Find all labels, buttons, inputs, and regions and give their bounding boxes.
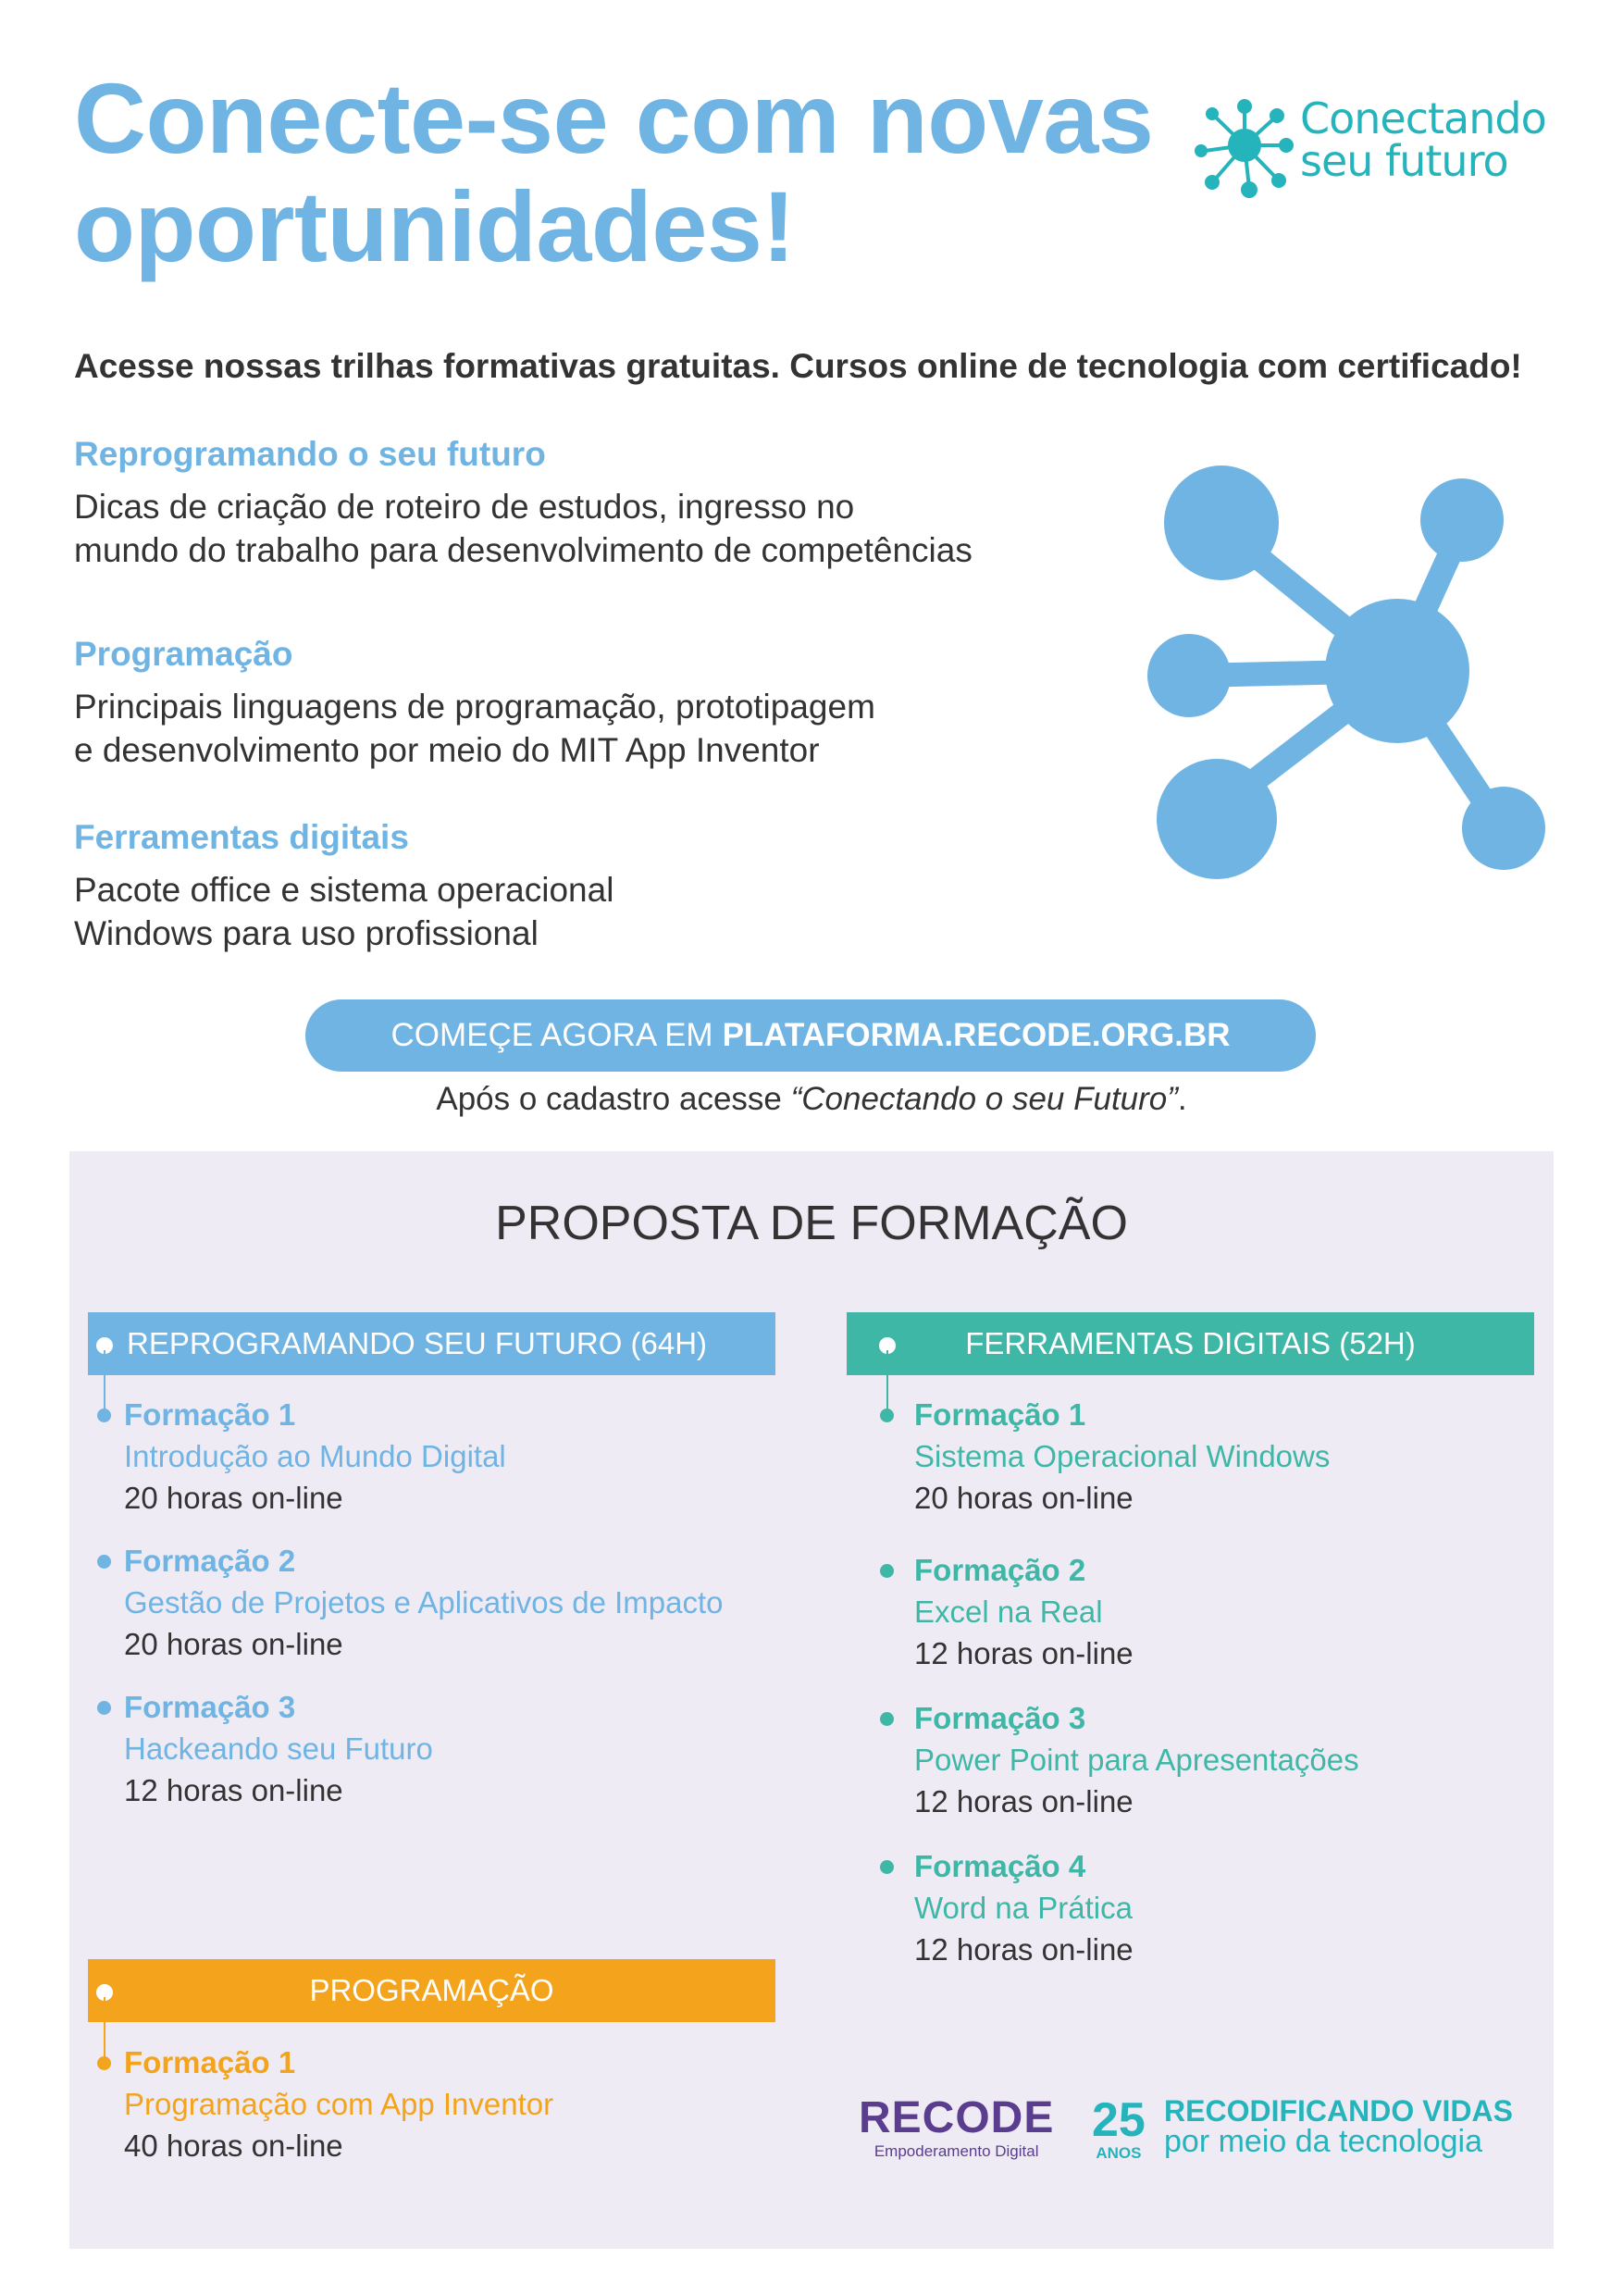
tagline-line1: RECODIFICANDO VIDAS xyxy=(1164,2094,1513,2128)
formation-title: Formação 1 xyxy=(124,1397,296,1432)
formation-name: Sistema Operacional Windows xyxy=(914,1439,1331,1473)
item-dot xyxy=(880,1409,894,1422)
item-dot xyxy=(97,1701,111,1715)
track-label: FERRAMENTAS DIGITAIS (52H) xyxy=(965,1326,1416,1360)
formation-item xyxy=(124,1540,724,1665)
after-prefix: Após o cadastro acesse xyxy=(436,1081,791,1117)
subtitle: Acesse nossas trilhas formativas gratuitas. Cursos online de tecnologia com certificado! xyxy=(74,347,1522,385)
item-dot xyxy=(880,1860,894,1874)
formation-name: Excel na Real xyxy=(914,1595,1103,1629)
formation-name: Programação com App Inventor xyxy=(124,2087,554,2121)
formation-hours: 40 horas on-line xyxy=(124,2128,343,2163)
topic-desc-line: mundo do trabalho para desenvolvimento de competências xyxy=(74,531,973,569)
headline-line1: Conecte-se com novas xyxy=(74,62,1154,174)
headline-line2: oportunidades! xyxy=(74,169,795,282)
topic-title-reprogramando: Reprogramando o seu futuro xyxy=(74,435,546,473)
track-label: PROGRAMAÇÃO xyxy=(309,1973,554,2007)
after-signup-text xyxy=(0,1081,1623,1118)
item-dot xyxy=(97,1555,111,1569)
formation-title: Formação 1 xyxy=(914,1397,1086,1432)
topic-desc-line: Pacote office e sistema operacional xyxy=(74,871,614,909)
track-bar-ferramentas xyxy=(847,1312,1534,1375)
track-connector xyxy=(104,1997,105,2060)
formation-name: Power Point para Apresentações xyxy=(914,1743,1359,1777)
formation-title: Formação 4 xyxy=(914,1849,1086,1883)
formation-name: Introdução ao Mundo Digital xyxy=(124,1439,506,1473)
conectando-logo-icon xyxy=(1194,97,1300,204)
recode-logo xyxy=(859,2093,1055,2161)
formation-name: Word na Prática xyxy=(914,1891,1133,1925)
formation-title: Formação 1 xyxy=(124,2045,296,2079)
item-dot xyxy=(880,1712,894,1726)
formation-hours: 20 horas on-line xyxy=(124,1481,343,1515)
topic-desc-reprogramando xyxy=(74,485,973,572)
formation-item xyxy=(914,1549,1134,1674)
formation-name: Hackeando seu Futuro xyxy=(124,1731,433,1766)
track-connector xyxy=(886,1350,888,1413)
formation-item xyxy=(914,1845,1134,1970)
conectando-logo-text xyxy=(1300,93,1546,186)
track-bar-programacao xyxy=(88,1959,775,2022)
formation-title: Formação 3 xyxy=(914,1701,1086,1735)
topic-title-programacao: Programação xyxy=(74,635,293,673)
footer-tagline xyxy=(1164,2096,1513,2157)
logo-line1: Conectando xyxy=(1300,93,1546,143)
track-connector xyxy=(104,1350,105,1413)
recode-tagline: Empoderamento Digital xyxy=(873,2142,1039,2160)
formation-hours: 12 horas on-line xyxy=(914,1932,1134,1967)
tagline-line2: por meio da tecnologia xyxy=(1164,2124,1483,2159)
formation-item xyxy=(124,1686,433,1811)
formation-hours: 20 horas on-line xyxy=(124,1627,343,1661)
formation-hours: 12 horas on-line xyxy=(914,1784,1134,1818)
item-dot xyxy=(880,1564,894,1578)
anniversary-number: 25 xyxy=(1092,2093,1146,2147)
topic-desc-ferramentas xyxy=(74,868,613,955)
recode-wordmark: RECODE xyxy=(859,2093,1055,2142)
formation-hours: 12 horas on-line xyxy=(914,1636,1134,1670)
formation-item xyxy=(124,2042,553,2166)
formation-item xyxy=(914,1394,1330,1519)
formation-item xyxy=(124,1394,506,1519)
item-dot xyxy=(97,2056,111,2070)
formation-hours: 12 horas on-line xyxy=(124,1773,343,1807)
topic-desc-programacao xyxy=(74,685,875,772)
formation-name: Gestão de Projetos e Aplicativos de Impacto xyxy=(124,1585,724,1620)
formation-hours: 20 horas on-line xyxy=(914,1481,1134,1515)
topic-desc-line: e desenvolvimento por meio do MIT App Inventor xyxy=(74,731,820,769)
headline xyxy=(74,62,1154,282)
formation-item xyxy=(914,1697,1359,1822)
track-label: REPROGRAMANDO SEU FUTURO (64H) xyxy=(127,1326,708,1360)
topic-title-ferramentas: Ferramentas digitais xyxy=(74,818,409,856)
logo-line2: seu futuro xyxy=(1300,136,1508,186)
formation-title: Formação 2 xyxy=(914,1553,1086,1587)
after-suffix: . xyxy=(1177,1081,1187,1117)
anniversary-word: ANOS xyxy=(1096,2144,1142,2162)
after-italic: “Conectando o seu Futuro” xyxy=(790,1081,1178,1117)
cta-prefix: COMEÇE AGORA EM xyxy=(390,1017,713,1053)
track-bar-reprogramando xyxy=(88,1312,775,1375)
cta-button[interactable] xyxy=(305,999,1316,1072)
panel-title: PROPOSTA DE FORMAÇÃO xyxy=(495,1197,1128,1250)
formation-title: Formação 3 xyxy=(124,1690,296,1724)
topic-desc-line: Windows para uso profissional xyxy=(74,914,539,952)
anniversary-badge xyxy=(1092,2093,1146,2163)
topic-desc-line: Principais linguagens de programação, prototipagem xyxy=(74,688,875,726)
network-graphic xyxy=(1138,463,1555,898)
cta-url[interactable]: PLATAFORMA.RECODE.ORG.BR xyxy=(722,1017,1231,1053)
formation-title: Formação 2 xyxy=(124,1544,296,1578)
item-dot xyxy=(97,1409,111,1422)
topic-desc-line: Dicas de criação de roteiro de estudos, ingresso no xyxy=(74,488,855,526)
